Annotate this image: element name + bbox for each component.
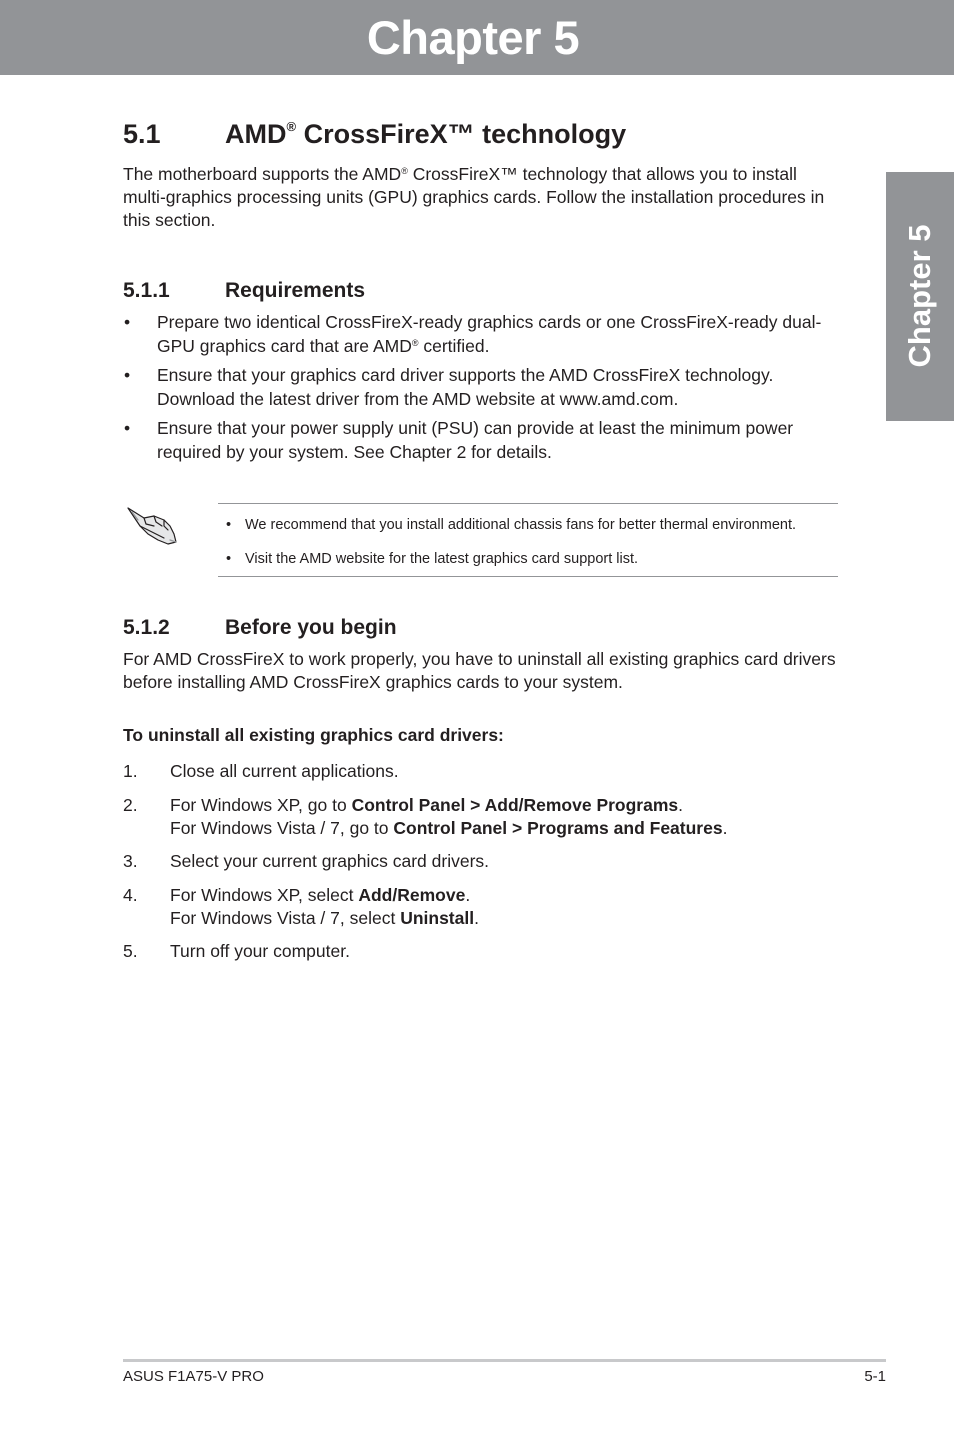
requirement-item-1-line-2: GPU graphics card that are AMD® certified.	[157, 336, 490, 356]
bullet: •	[124, 312, 131, 332]
section-number: 5.1	[123, 119, 161, 149]
step-4-line-2: For Windows Vista / 7, select Uninstall.	[170, 908, 479, 928]
step-4-line-1: For Windows XP, select Add/Remove.	[170, 885, 471, 905]
footer-product: ASUS F1A75-V PRO	[123, 1368, 264, 1385]
intro-line-3: this section.	[123, 210, 216, 230]
bullet: •	[226, 517, 232, 533]
before-intro-line-2: before installing AMD CrossFireX graphics cards to your system.	[123, 672, 623, 692]
before-title: Before you begin	[225, 616, 397, 639]
step-number: 1.	[123, 761, 138, 781]
bullet: •	[124, 418, 131, 438]
note-top-rule	[218, 503, 838, 504]
step-2-line-1: For Windows XP, go to Control Panel > Add/Remove Programs.	[170, 795, 684, 815]
step-number: 2.	[123, 795, 138, 815]
requirement-item-3-line-1: Ensure that your power supply unit (PSU) can provide at least the minimum power	[157, 418, 794, 438]
before-number: 5.1.2	[123, 616, 170, 639]
footer-page-number: 5-1	[864, 1368, 886, 1385]
requirement-item-1-line-1: Prepare two identical CrossFireX-ready graphics cards or one CrossFireX-ready dual-	[157, 312, 822, 332]
footer-rule	[123, 1359, 886, 1362]
step-number: 3.	[123, 851, 138, 871]
section-title: AMD® CrossFireX™ technology	[225, 119, 627, 149]
note-item-1: We recommend that you install additional chassis fans for better thermal environment.	[245, 517, 796, 533]
requirements-number: 5.1.1	[123, 279, 170, 302]
step-3-text: Select your current graphics card drivers.	[170, 851, 490, 871]
note-item-2: Visit the AMD website for the latest graphics card support list.	[245, 551, 639, 567]
intro-line-1: The motherboard supports the AMD® CrossFireX™ technology that allows you to install	[123, 164, 797, 184]
before-intro-line-1: For AMD CrossFireX to work properly, you have to uninstall all existing graphics card drivers	[123, 649, 836, 669]
hand-note-icon	[124, 500, 180, 548]
bullet: •	[226, 551, 232, 567]
step-2-line-2: For Windows Vista / 7, go to Control Panel > Programs and Features.	[170, 818, 728, 838]
step-1-text: Close all current applications.	[170, 761, 399, 781]
step-5-text: Turn off your computer.	[170, 941, 350, 961]
step-number: 5.	[123, 941, 138, 961]
chapter-banner	[0, 0, 954, 75]
uninstall-subheading: To uninstall all existing graphics card drivers:	[123, 725, 504, 745]
bullet: •	[124, 365, 131, 385]
note-bottom-rule	[218, 576, 838, 577]
requirement-item-2-line-2: Download the latest driver from the AMD website at www.amd.com.	[157, 389, 679, 409]
requirement-item-2-line-1: Ensure that your graphics card driver supports the AMD CrossFireX technology.	[157, 365, 774, 385]
chapter-side-tab	[886, 172, 954, 421]
intro-line-2: multi-graphics processing units (GPU) graphics cards. Follow the installation procedures in	[123, 187, 825, 207]
step-number: 4.	[123, 885, 138, 905]
side-tab-label: Chapter 5	[902, 224, 937, 368]
requirements-title: Requirements	[225, 279, 366, 302]
requirement-item-3-line-2: required by your system. See Chapter 2 for details.	[157, 442, 552, 462]
chapter-title: Chapter 5	[366, 11, 580, 64]
